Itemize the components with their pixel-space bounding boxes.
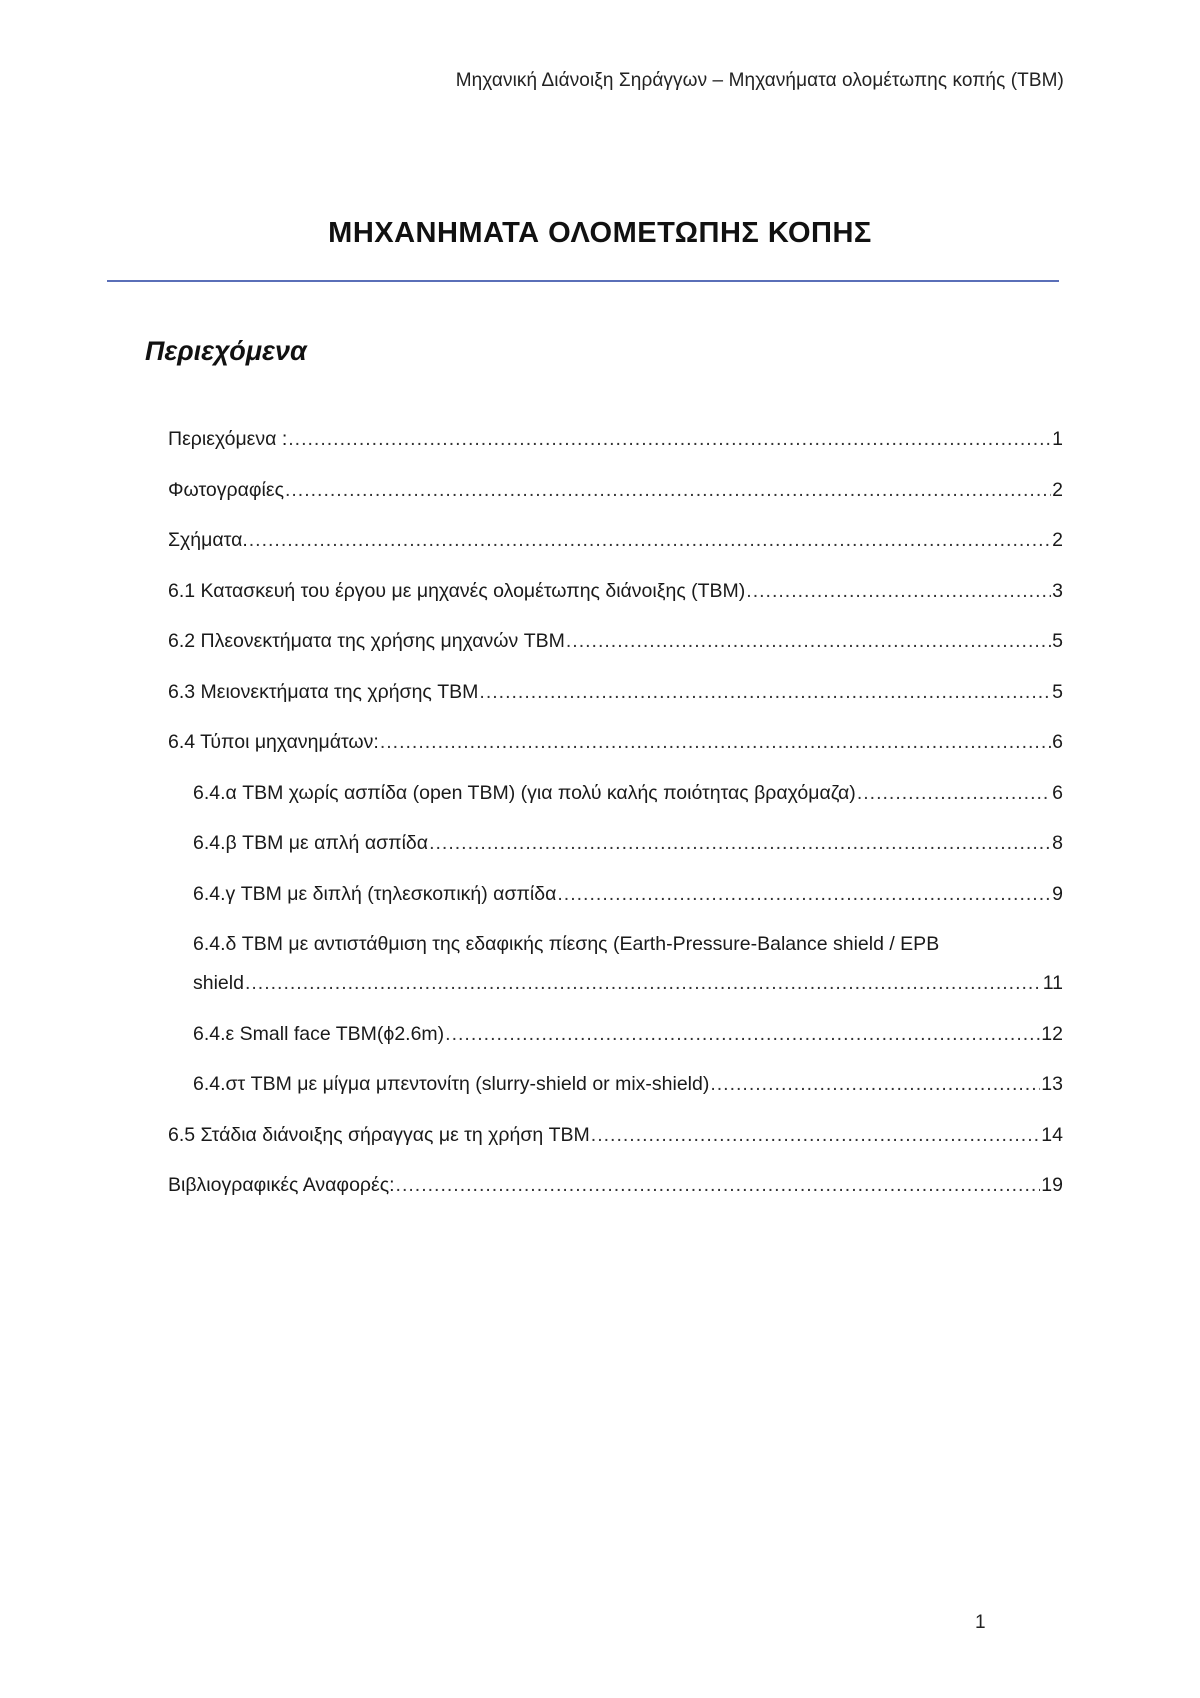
toc-entry-6-4-c[interactable]: [168, 875, 1063, 914]
table-of-contents: [168, 420, 1063, 1217]
toc-entry-label: 6.4.α TBM χωρίς ασπίδα (open TBM) (για πολύ καλής ποιότητας βραχόμαζα): [193, 781, 856, 804]
toc-leader-dots: [479, 673, 1051, 712]
toc-entry-bibliography[interactable]: [168, 1166, 1063, 1205]
toc-entry-page: 2: [1052, 478, 1063, 501]
toc-entry-page: 14: [1041, 1123, 1063, 1146]
toc-leader-dots: [566, 622, 1051, 661]
toc-entry-label: 6.4 Τύποι μηχανημάτων:: [168, 731, 379, 753]
toc-entry-label: Φωτογραφίες: [168, 478, 284, 501]
toc-leader-dots: [557, 875, 1051, 914]
title-divider: [107, 280, 1059, 282]
toc-leader-dots: [285, 471, 1051, 510]
toc-entry-label: 6.4.γ TBM με διπλή (τηλεσκοπική) ασπίδα: [193, 882, 557, 905]
toc-entry-label: 6.2 Πλεονεκτήματα της χρήσης μηχανών TBM: [168, 630, 565, 652]
toc-leader-dots: [445, 1015, 1040, 1054]
toc-entry-photographs[interactable]: [168, 471, 1063, 510]
toc-entry-page: 6: [1052, 781, 1063, 804]
toc-leader-dots: [288, 420, 1051, 459]
toc-entry-label: 6.4.ε Small face TBM(ϕ2.6m): [193, 1022, 445, 1045]
toc-entry-figures[interactable]: [168, 521, 1063, 560]
toc-entry-contents[interactable]: [168, 420, 1063, 459]
toc-leader-dots: [429, 824, 1051, 863]
toc-entry-page: 12: [1041, 1022, 1063, 1045]
running-header: Μηχανική Διάνοιξη Σηράγγων – Μηχανήματα ολομέτωπης κοπής (TBM): [455, 70, 1064, 91]
toc-leader-dots: [591, 1116, 1041, 1155]
toc-leader-dots: [857, 774, 1051, 813]
toc-entry-page: 1: [1052, 428, 1063, 450]
toc-entry-6-4-st[interactable]: [168, 1065, 1063, 1104]
toc-entry-label: 6.4.δ TBM με αντιστάθμιση της εδαφικής πίεσης (Earth-Pressure-Balance shield / EPB: [193, 933, 940, 955]
toc-entry-page: 8: [1052, 832, 1063, 854]
toc-entry-label: 6.3 Μειονεκτήματα της χρήσης TBM: [168, 680, 479, 703]
toc-entry-label: 6.5 Στάδια διάνοιξης σήραγγας με τη χρήση TBM: [168, 1123, 590, 1146]
toc-entry-page: 11: [1042, 972, 1063, 994]
toc-entry-6-2[interactable]: [168, 622, 1063, 661]
toc-entry-page: 6: [1052, 731, 1063, 753]
toc-leader-dots: [746, 572, 1051, 611]
toc-leader-dots: [380, 723, 1051, 762]
toc-leader-dots: [710, 1065, 1040, 1104]
toc-entry-6-4[interactable]: [168, 723, 1063, 762]
toc-leader-dots: [245, 964, 1042, 1003]
document-title: ΜΗΧΑΝΗΜΑΤΑ ΟΛΟΜΕΤΩΠΗΣ ΚΟΠΗΣ: [328, 217, 872, 249]
toc-entry-6-4-e[interactable]: [168, 1015, 1063, 1054]
toc-entry-page: 13: [1041, 1073, 1063, 1095]
toc-entry-page: 3: [1052, 579, 1063, 602]
toc-entry-6-4-a[interactable]: [168, 774, 1063, 813]
toc-entry-page: 9: [1052, 882, 1063, 905]
toc-heading: Περιεχόμενα: [145, 336, 307, 366]
toc-entry-page: 19: [1041, 1174, 1063, 1196]
page-number: 1: [975, 1612, 986, 1633]
toc-leader-dots: [396, 1166, 1041, 1205]
toc-entry-label: 6.1 Κατασκευή του έργου με μηχανές ολομέτωπης διάνοιξης (TBM): [168, 579, 746, 602]
toc-entry-page: 5: [1052, 630, 1063, 652]
toc-entry-label-continued: shield: [193, 972, 244, 994]
toc-entry-label: 6.4.στ TBM με μίγμα μπεντονίτη (slurry-shield or mix-shield): [193, 1073, 710, 1095]
toc-entry-6-3[interactable]: [168, 673, 1063, 712]
toc-entry-label: Σχήματα.: [168, 529, 248, 551]
toc-entry-6-4-b[interactable]: [168, 824, 1063, 863]
toc-entry-6-5[interactable]: [168, 1116, 1063, 1155]
toc-entry-label: Περιεχόμενα :: [168, 428, 288, 450]
toc-entry-label: 6.4.β TBM με απλή ασπίδα: [193, 832, 429, 854]
toc-entry-6-4-d[interactable]: [168, 925, 1063, 1003]
toc-entry-label: Βιβλιογραφικές Αναφορές:: [168, 1174, 395, 1196]
toc-entry-page: 2: [1052, 529, 1063, 551]
toc-entry-6-1[interactable]: [168, 572, 1063, 611]
toc-entry-continuation: [193, 964, 1063, 1003]
toc-entry-page: 5: [1052, 680, 1063, 703]
toc-leader-dots: [249, 521, 1051, 560]
